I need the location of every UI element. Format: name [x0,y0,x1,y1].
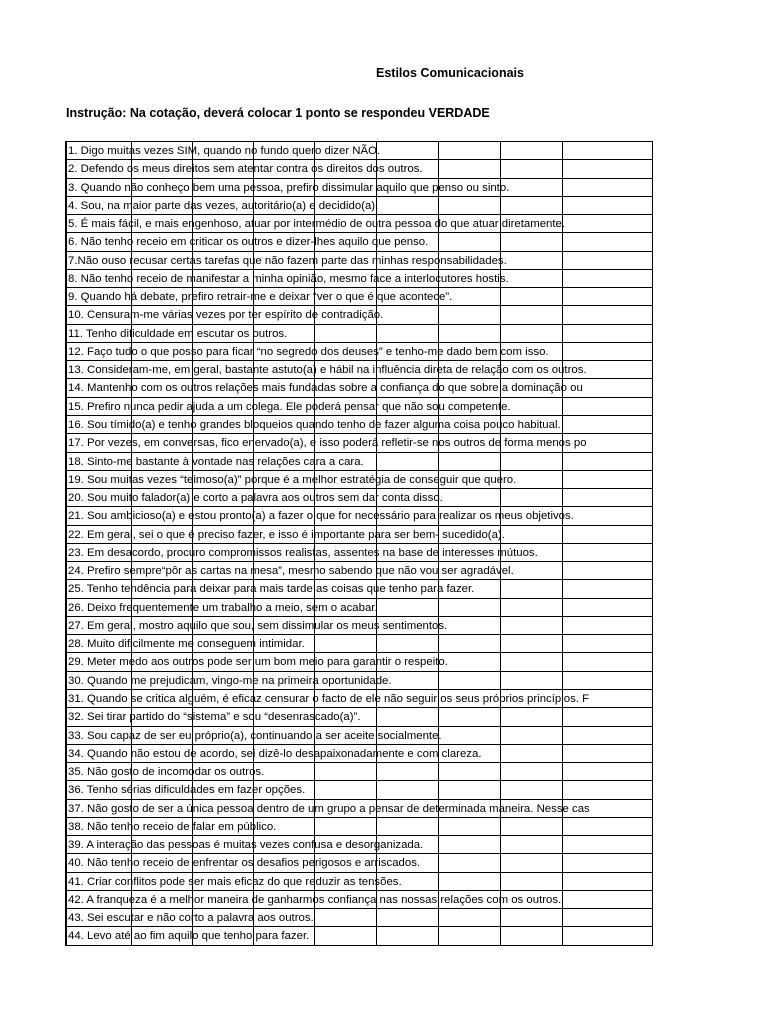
item-text: 12. Faço tudo o que posso para ficar “no segredo dos deuses” e tenho-me dado bem com isso. [68,345,549,358]
grid-line [562,927,563,944]
item-text: 17. Por vezes, em conversas, fico enervado(a), e isso poderá refletir-se nos outros de forma menos po [68,437,587,450]
grid-line [66,507,67,524]
table-row [66,818,653,836]
grid-line [562,781,563,798]
item-text: 31. Quando se critica alguém, é eficaz censurar o facto de ele não seguir os seus próprios princípios. F [68,692,590,705]
item-text: 27. Em geral, mostro aquilo que sou, sem dissimular os meus sentimentos. [68,619,448,632]
table-row [66,562,653,580]
grid-line [66,142,67,159]
grid-line [66,781,67,798]
grid-line [652,526,653,543]
grid-line [652,854,653,871]
document-title: Estilos Comunicacionais [376,66,524,80]
grid-line [66,544,67,561]
grid-line [500,197,501,214]
item-text: 3. Quando não conheço bem uma pessoa, prefiro dissimular aquilo que penso ou sinto. [68,181,510,194]
table-row [66,854,653,872]
grid-line [562,672,563,689]
table-row [66,873,653,891]
grid-line [66,653,67,670]
table-row [66,599,653,617]
grid-line [652,489,653,506]
table-row [66,489,653,507]
grid-line [66,599,67,616]
item-text: 7.Não ouso recusar certas tarefas que não fazem parte das minhas responsabilidades. [68,254,507,267]
grid-line [438,453,439,470]
grid-line [652,398,653,415]
grid-line [652,179,653,196]
grid-line [562,489,563,506]
grid-line [652,215,653,232]
grid-line [652,745,653,762]
grid-line [66,727,67,744]
grid-line [66,580,67,597]
grid-line [652,727,653,744]
table-row [66,544,653,562]
grid-line [66,617,67,634]
item-text: 19. Sou muitas vezes “teimoso(a)” porque é a melhor estratégia de conseguir que quero. [68,473,517,486]
grid-line [66,288,67,305]
table-row [66,836,653,854]
item-text: 40. Não tenho receio de enfrentar os desafios perigosos e arriscados. [68,857,421,870]
grid-line [500,489,501,506]
grid-line [562,562,563,579]
grid-line [562,818,563,835]
item-text: 10. Censuram-me várias vezes por ter espírito de contradição. [68,309,384,322]
grid-line [66,343,67,360]
grid-line [652,160,653,177]
grid-line [438,599,439,616]
table-row [66,635,653,653]
grid-line [376,708,377,725]
grid-line [652,233,653,250]
item-text: 4. Sou, na maior parte das vezes, autoritário(a) e decidido(a). [68,199,379,212]
item-text: 2. Defendo os meus direitos sem atentar contra os direitos dos outros. [68,163,423,176]
grid-line [438,142,439,159]
item-text: 8. Não tenho receio de manifestar a minha opinião, mesmo face a interlocutores hostis. [68,272,509,285]
table-row [66,416,653,434]
grid-line [652,252,653,269]
grid-line [66,854,67,871]
grid-line [66,270,67,287]
table-row [66,507,653,525]
grid-line [652,635,653,652]
item-text: 13. Consideram-me, em geral, bastante astuto(a) e hábil na influência direta de relação com os outros. [68,364,587,377]
grid-line [66,160,67,177]
grid-line [652,343,653,360]
grid-line [438,233,439,250]
grid-line [652,507,653,524]
grid-line [500,672,501,689]
grid-line [562,891,563,908]
grid-line [376,763,377,780]
grid-line [562,763,563,780]
grid-line [562,544,563,561]
grid-line [652,453,653,470]
table-row [66,434,653,452]
grid-line [652,416,653,433]
grid-line [500,580,501,597]
grid-line [652,800,653,817]
table-row [66,891,653,909]
table-row [66,690,653,708]
item-text: 44. Levo até ao fim aquilo que tenho para fazer. [68,930,310,943]
table-row [66,233,653,251]
grid-line [562,398,563,415]
item-text: 26. Deixo frequentemente um trabalho a meio, sem o acabar. [68,601,378,614]
grid-line [652,763,653,780]
grid-line [652,270,653,287]
item-text: 5. É mais fácil, e mais engenhoso, atuar por intermédio de outra pessoa do que atuar diretamente. [68,218,566,231]
item-text: 36. Tenho sérias dificuldades em fazer opções. [68,784,306,797]
grid-line [314,909,315,926]
grid-line [500,617,501,634]
table-row [66,453,653,471]
grid-line [66,471,67,488]
grid-line [652,927,653,944]
item-text: 1. Digo muitas vezes SIM, quando no fundo quero dizer NÃO. [68,145,381,157]
grid-line [562,160,563,177]
grid-line [652,361,653,378]
table-row [66,252,653,270]
table-row [66,526,653,544]
grid-line [562,909,563,926]
grid-line [376,781,377,798]
grid-line [66,233,67,250]
grid-line [66,909,67,926]
grid-line [562,288,563,305]
table-row [66,727,653,745]
item-text: 14. Mantenho com os outros relações mais fundadas sobre a confiança do que sobre a dominação ou [68,382,583,395]
grid-line [66,891,67,908]
item-text: 11. Tenho dificuldade em escutar os outros. [68,327,288,340]
grid-line [314,927,315,944]
grid-line [314,763,315,780]
grid-line [314,781,315,798]
grid-line [438,909,439,926]
grid-line [66,927,67,944]
questionnaire-table [65,141,653,946]
grid-line [500,781,501,798]
grid-line [500,854,501,871]
grid-line [500,142,501,159]
grid-line [438,854,439,871]
grid-line [66,252,67,269]
grid-line [66,708,67,725]
item-text: 6. Não tenho receio em criticar os outros e dizer-lhes aquilo que penso. [68,236,429,249]
grid-line [438,763,439,780]
grid-line [438,160,439,177]
grid-line [66,763,67,780]
grid-line [500,873,501,890]
table-row [66,617,653,635]
grid-line [500,635,501,652]
item-text: 41. Criar conflitos pode ser mais eficaz do que reduzir as tensões. [68,875,402,888]
table-row [66,781,653,799]
grid-line [500,818,501,835]
table-row [66,288,653,306]
grid-line [66,489,67,506]
grid-line [652,306,653,323]
item-text: 39. A interação das pessoas é muitas vezes confusa e desorganizada. [68,839,424,852]
item-text: 33. Sou capaz de ser eu próprio(a), continuando a ser aceite socialmente. [68,729,442,742]
table-row [66,325,653,343]
grid-line [66,453,67,470]
grid-line [562,745,563,762]
item-text: 25. Tenho tendência para deixar para mais tarde as coisas que tenho para fazer. [68,583,475,596]
grid-line [500,653,501,670]
grid-line [66,197,67,214]
grid-line [652,379,653,396]
grid-line [500,727,501,744]
item-text: 42. A franqueza é a melhor maneira de ganharmos confiança nas nossas relações com os outros. [68,893,562,906]
table-row [66,398,653,416]
item-text: 18. Sinto-me bastante à vontade nas relações cara a cara. [68,455,364,468]
grid-line [652,599,653,616]
grid-line [562,617,563,634]
grid-line [438,708,439,725]
grid-line [652,672,653,689]
grid-line [66,690,67,707]
grid-line [652,544,653,561]
grid-line [562,580,563,597]
table-row [66,763,653,781]
table-row [66,160,653,178]
grid-line [500,288,501,305]
grid-line [500,909,501,926]
grid-line [438,672,439,689]
grid-line [314,818,315,835]
instruction-text: Instrução: Na cotação, deverá colocar 1 ponto se respondeu VERDADE [66,106,490,120]
grid-line [652,288,653,305]
grid-line [562,270,563,287]
grid-line [66,745,67,762]
item-text: 9. Quando há debate, prefiro retrair-me e deixar “ver o que é que acontece”. [68,291,453,304]
grid-line [562,471,563,488]
table-row [66,343,653,361]
grid-line [652,434,653,451]
grid-line [562,233,563,250]
grid-line [652,653,653,670]
item-text: 23. Em desacordo, procuro compromissos realistas, assentes na base de interesses mútuos. [68,546,538,559]
table-row [66,909,653,927]
grid-line [562,453,563,470]
grid-line [376,325,377,342]
grid-line [652,617,653,634]
table-row [66,745,653,763]
grid-line [562,727,563,744]
grid-line [438,781,439,798]
grid-line [562,197,563,214]
grid-line [66,361,67,378]
item-text: 37. Não gosto de ser a única pessoa dentro de um grupo a pensar de determinada maneira. Nesse cas [68,802,590,815]
grid-line [562,635,563,652]
grid-line [66,379,67,396]
item-text: 20. Sou muito falador(a) e corto a palavra aos outros sem dar conta disso. [68,492,443,505]
item-text: 32. Sei tirar partido do “sistema” e sou “desenrascado(a)”. [68,711,361,724]
grid-line [66,800,67,817]
grid-line [438,306,439,323]
grid-line [66,526,67,543]
grid-line [376,818,377,835]
grid-line [652,836,653,853]
grid-line [66,635,67,652]
table-row [66,708,653,726]
grid-line [562,708,563,725]
grid-line [562,416,563,433]
grid-line [562,653,563,670]
grid-line [376,453,377,470]
item-text: 35. Não gosto de incomodar os outros. [68,766,265,779]
item-text: 28. Muito dificilmente me conseguem intimidar. [68,638,305,651]
grid-line [314,325,315,342]
table-row [66,580,653,598]
table-row [66,306,653,324]
table-row [66,379,653,397]
item-text: 38. Não tenho receio de falar em público. [68,820,277,833]
grid-line [652,580,653,597]
item-text: 29. Meter medo aos outros pode ser um bom meio para garantir o respeito. [68,656,448,669]
grid-line [376,927,377,944]
grid-line [66,325,67,342]
grid-line [652,471,653,488]
grid-line [500,325,501,342]
grid-line [652,690,653,707]
grid-line [66,818,67,835]
grid-line [652,781,653,798]
table-row [66,653,653,671]
grid-line [66,306,67,323]
grid-line [652,909,653,926]
grid-line [652,873,653,890]
table-row [66,215,653,233]
grid-line [562,252,563,269]
item-text: 34. Quando não estou de acordo, sei dizê-lo desapaixonadamente e com clareza. [68,747,482,760]
table-row [66,270,653,288]
grid-line [376,909,377,926]
grid-line [66,836,67,853]
grid-line [500,708,501,725]
grid-line [314,635,315,652]
grid-line [66,398,67,415]
grid-line [66,672,67,689]
grid-line [562,343,563,360]
grid-line [500,927,501,944]
item-text: 43. Sei escutar e não corto a palavra aos outros. [68,912,314,925]
table-row [66,142,653,160]
grid-line [438,927,439,944]
grid-line [66,416,67,433]
grid-line [652,891,653,908]
item-text: 30. Quando me prejudicam, vingo-me na primeira oportunidade. [68,674,392,687]
table-row [66,179,653,197]
grid-line [438,818,439,835]
grid-line [438,197,439,214]
grid-line [652,142,653,159]
grid-line [500,453,501,470]
table-row [66,471,653,489]
grid-line [562,526,563,543]
table-row [66,672,653,690]
table-row [66,800,653,818]
grid-line [500,763,501,780]
grid-line [66,562,67,579]
item-text: 21. Sou ambicioso(a) e estou pronto(a) a fazer o que for necessário para realizar os meus objetivos. [68,510,574,523]
grid-line [562,599,563,616]
table-row [66,197,653,215]
grid-line [500,233,501,250]
grid-line [66,434,67,451]
grid-line [438,325,439,342]
grid-line [500,836,501,853]
grid-line [562,873,563,890]
grid-line [66,215,67,232]
grid-line [562,836,563,853]
grid-line [652,325,653,342]
grid-line [562,179,563,196]
grid-line [66,179,67,196]
grid-line [438,635,439,652]
item-text: 22. Em geral, sei o que é preciso fazer, e isso é importante para ser bem- sucedido(a). [68,528,505,541]
grid-line [500,745,501,762]
grid-line [562,142,563,159]
item-text: 24. Prefiro sempre“pôr as cartas na mesa”, mesmo sabendo que não vou ser agradável. [68,565,514,578]
grid-line [652,562,653,579]
item-text: 15. Prefiro nunca pedir ajuda a um colega. Ele poderá pensar que não sou competente. [68,400,511,413]
grid-line [562,306,563,323]
grid-line [562,325,563,342]
table-row [66,361,653,379]
table-row [66,927,653,945]
grid-line [500,599,501,616]
grid-line [652,818,653,835]
grid-line [652,197,653,214]
grid-line [66,873,67,890]
grid-line [438,836,439,853]
grid-line [562,854,563,871]
grid-line [500,160,501,177]
item-text: 16. Sou tímido(a) e tenho grandes bloqueios quando tenho de fazer alguma coisa pouco habitual. [68,418,561,431]
grid-line [438,873,439,890]
grid-line [500,306,501,323]
grid-line [376,635,377,652]
grid-line [652,708,653,725]
